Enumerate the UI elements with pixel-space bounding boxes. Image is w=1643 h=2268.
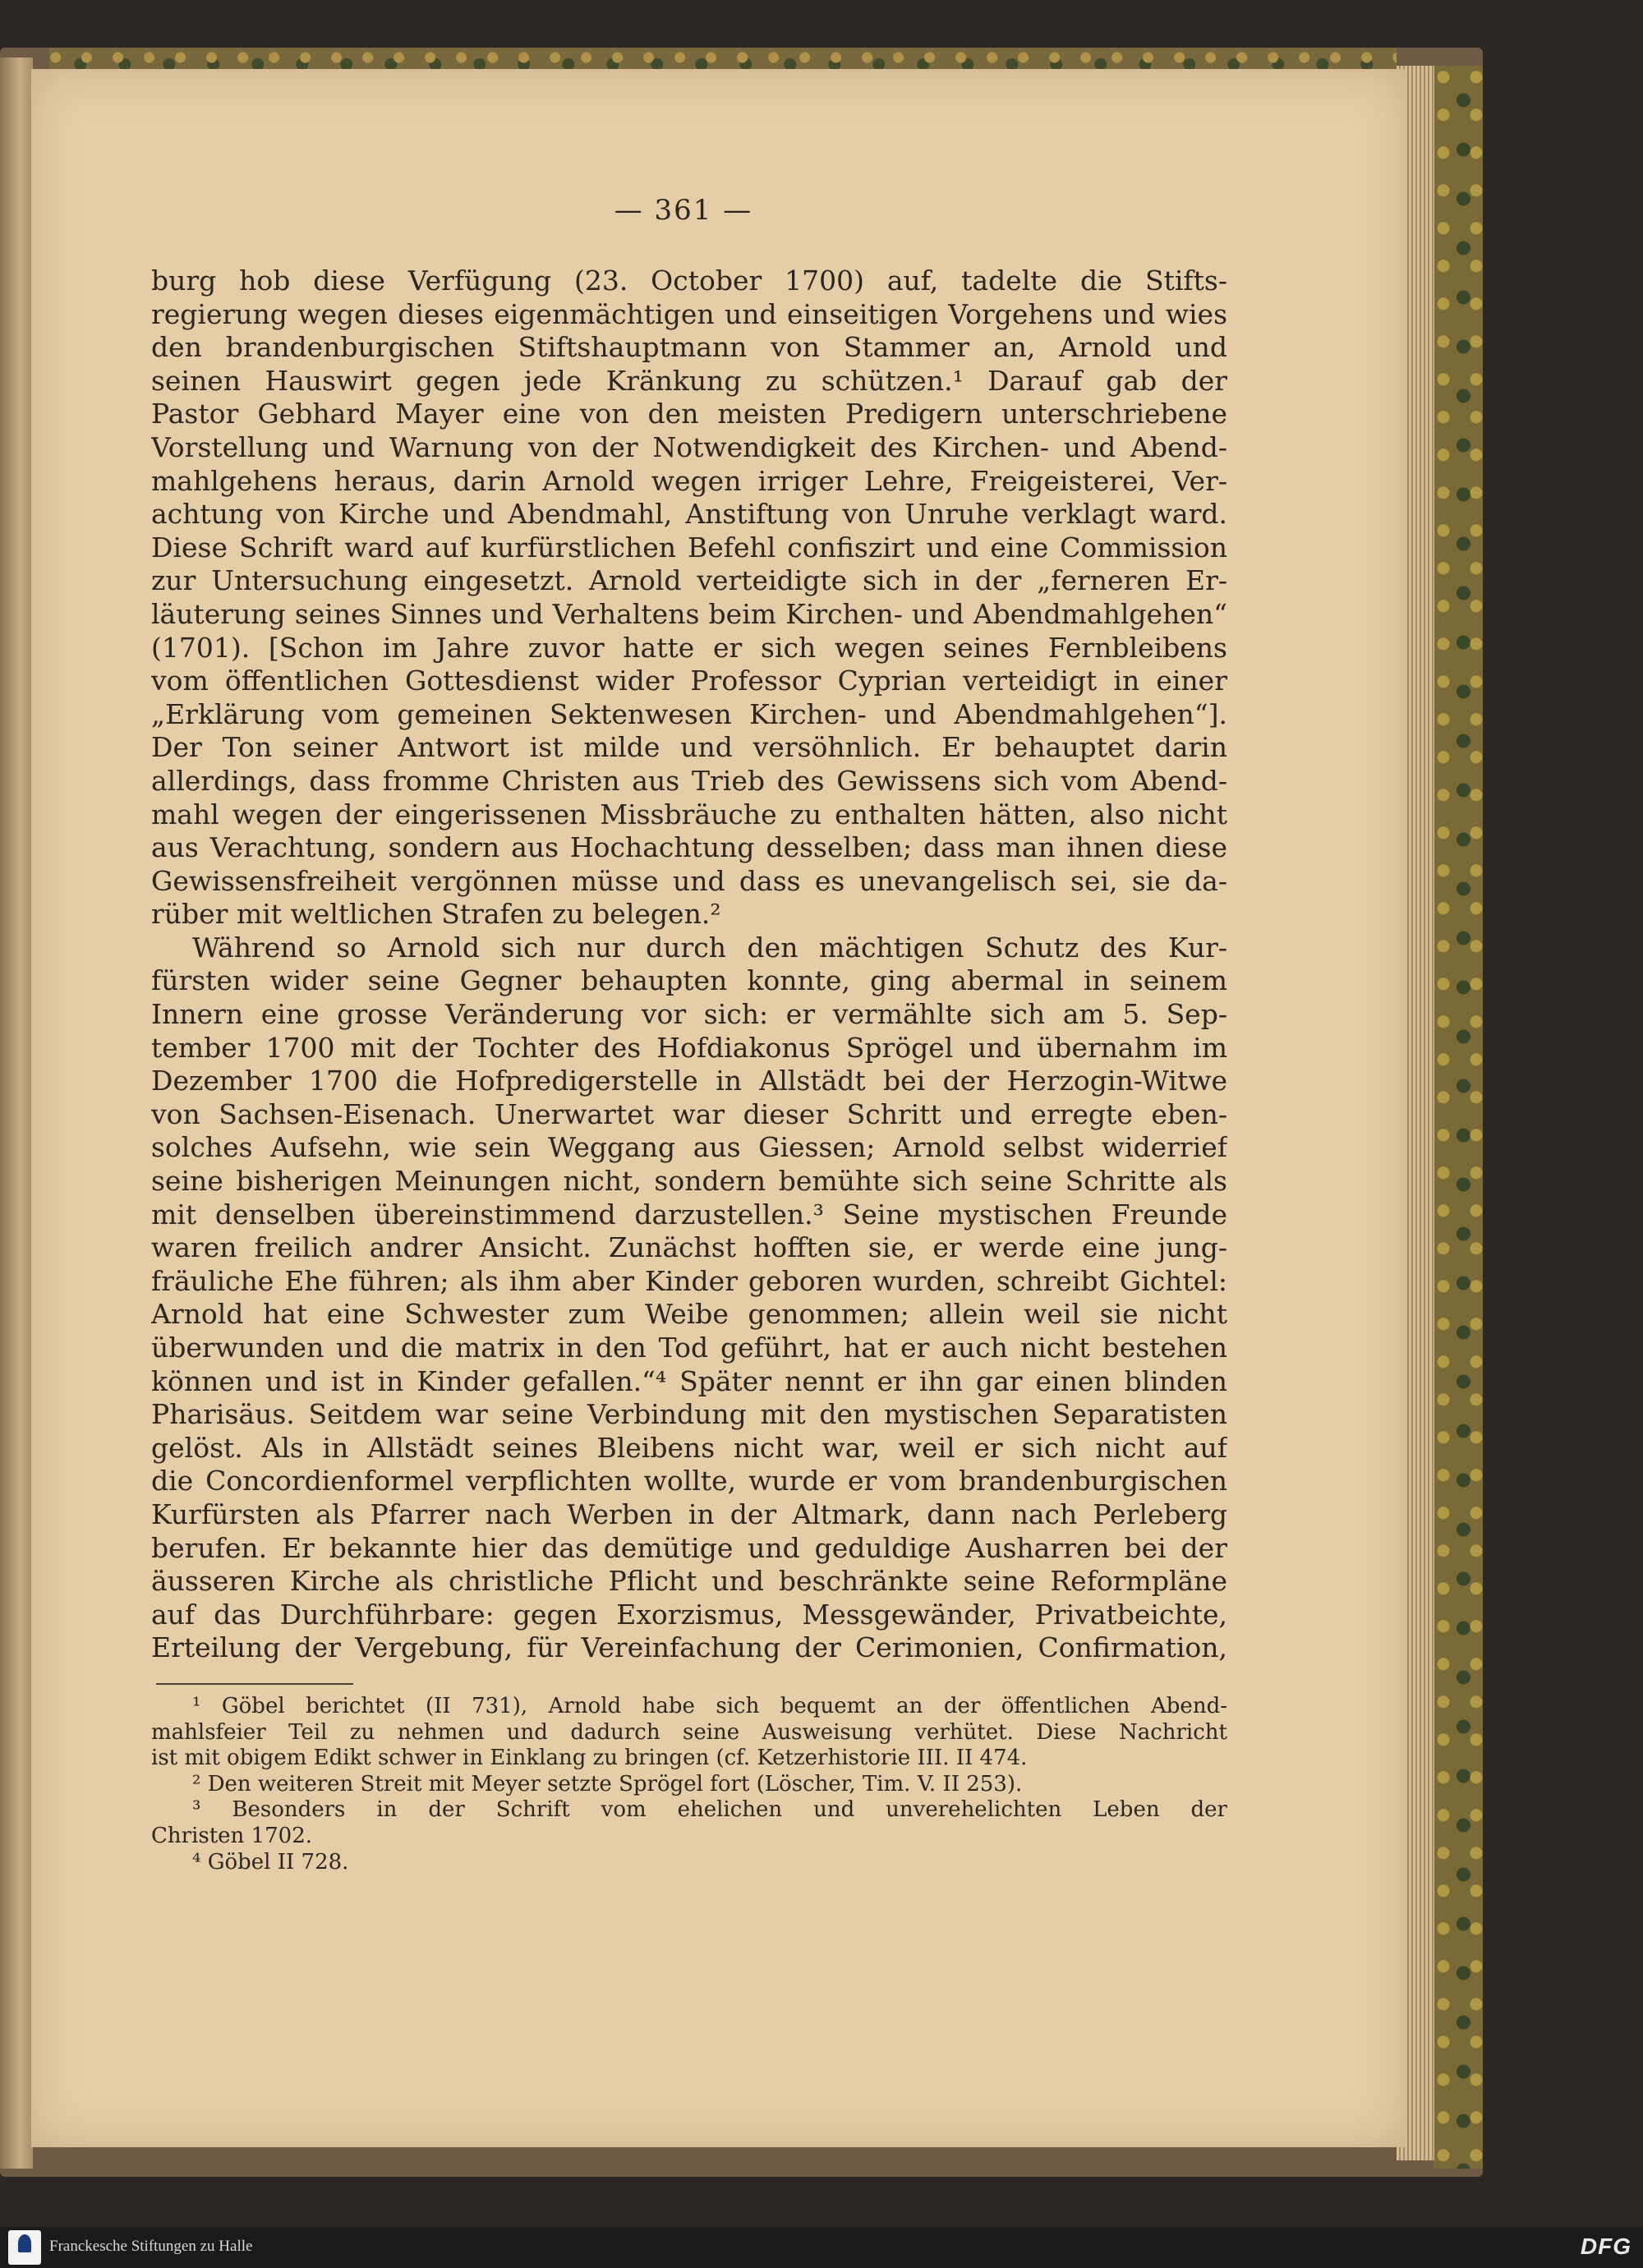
footnote-line: ⁴ Göbel II 728. — [192, 1849, 349, 1875]
footnote-line: mahlsfeier Teil zu nehmen und dadurch seine Ausweisung verhütet. Diese Nachricht — [151, 1719, 1227, 1745]
body-line: Kurfürsten als Pfarrer nach Werben in der Altmark, dann nach Perleberg — [151, 1497, 1227, 1530]
institution-label[interactable]: Franckesche Stiftungen zu Halle — [49, 2238, 253, 2255]
body-line: achtung von Kirche und Abendmahl, Anstiftung von Unruhe verklagt ward. — [151, 498, 1227, 531]
body-line: fürsten wider seine Gegner behaupten konnte, ging abermal in seinem — [151, 964, 1227, 997]
body-line: Pastor Gebhard Mayer eine von den meisten Predigern unterschriebene — [151, 398, 1227, 430]
body-line: rüber mit weltlichen Strafen zu belegen.² — [151, 898, 721, 931]
body-line: läuterung seines Sinnes und Verhaltens beim Kirchen- und Abendmahlgehen“ — [151, 597, 1227, 630]
body-text — [151, 265, 1227, 1665]
dfg-logo[interactable]: DFG — [1580, 2233, 1631, 2259]
body-line: tember 1700 mit der Tochter des Hofdiakonus Sprögel und übernahm im — [151, 1031, 1227, 1064]
body-line: vom öffentlichen Gottesdienst wider Professor Cyprian verteidigt in einer — [151, 665, 1227, 697]
body-line: „Erklärung vom gemeinen Sektenwesen Kirchen- und Abendmahlgehen“]. — [151, 697, 1227, 730]
body-line: burg hob diese Verfügung (23. October 1700) auf, tadelte die Stifts- — [151, 265, 1227, 297]
body-line: Gewissensfreiheit vergönnen müsse und dass es unevangelisch sei, sie da- — [151, 864, 1227, 897]
left-page-edge — [0, 58, 33, 2169]
body-line: Der Ton seiner Antwort ist milde und versöhnlich. Er behauptet darin — [151, 731, 1227, 764]
body-line: den brandenburgischen Stiftshauptmann von Stammer an, Arnold und — [151, 331, 1227, 364]
footnote-divider — [156, 1683, 353, 1685]
body-line: überwunden und die matrix in den Tod geführt, hat er auch nicht bestehen — [151, 1332, 1227, 1364]
footnote-line: ist mit obigem Edikt schwer in Einklang zu bringen (cf. Ketzerhistorie III. II 474. — [151, 1746, 1028, 1771]
footnote-line: ² Den weiteren Streit mit Meyer setzte Sprögel fort (Löscher, Tim. V. II 253). — [192, 1771, 1023, 1796]
body-line: mahl wegen der eingerissenen Missbräuche zu enthalten hätten, also nicht — [151, 798, 1227, 830]
body-line: mahlgehens heraus, darin Arnold wegen irriger Lehre, Freigeisterei, Ver- — [151, 464, 1227, 497]
body-line: Arnold hat eine Schwester zum Weibe genommen; allein weil sie nicht — [151, 1298, 1227, 1331]
body-line: seinen Hauswirt gegen jede Kränkung zu schützen.¹ Darauf gab der — [151, 364, 1227, 397]
body-line: auf das Durchführbare: gegen Exorzismus, Messgewänder, Privatbeichte, — [151, 1598, 1227, 1631]
body-line: seine bisherigen Meinungen nicht, sondern bemühte sich seine Schritte als — [151, 1165, 1227, 1198]
body-line: fräuliche Ehe führen; als ihm aber Kinder geboren wurden, schreibt Gichtel: — [151, 1264, 1227, 1297]
body-line: waren freilich andrer Ansicht. Zunächst hofften sie, er werde eine jung- — [151, 1231, 1227, 1264]
body-line: aus Verachtung, sondern aus Hochachtung desselben; dass man ihnen diese — [151, 831, 1227, 864]
page-number: — 361 — — [614, 194, 753, 227]
body-line: Erteilung der Vergebung, für Vereinfachung der Cerimonien, Confirmation, — [151, 1631, 1227, 1664]
body-line: Vorstellung und Warnung von der Notwendigkeit des Kirchen- und Abend- — [151, 430, 1227, 463]
body-line: (1701). [Schon im Jahre zuvor hatte er sich wegen seines Fernbleibens — [151, 631, 1227, 664]
body-line: gelöst. Als in Allstädt seines Bleibens nicht war, weil er sich nicht auf — [151, 1431, 1227, 1464]
body-line: können und ist in Kinder gefallen.“⁴ Später nennt er ihn gar einen blinden — [151, 1364, 1227, 1397]
footnote-line: ¹ Göbel berichtet (II 731), Arnold habe sich bequemt an der öffentlichen Abend- — [192, 1694, 1227, 1718]
body-line: Während so Arnold sich nur durch den mächtigen Schutz des Kur- — [192, 931, 1227, 964]
body-line: zur Untersuchung eingesetzt. Arnold verteidigte sich in der „ferneren Er- — [151, 564, 1227, 597]
marbled-cover-right — [1434, 66, 1483, 2169]
body-line: äusseren Kirche als christliche Pflicht und beschränkte seine Reformpläne — [151, 1565, 1227, 1598]
body-line: Dezember 1700 die Hofpredigerstelle in Allstädt bei der Herzogin-Witwe — [151, 1065, 1227, 1097]
body-line: Pharisäus. Seitdem war seine Verbindung mit den mystischen Separatisten — [151, 1398, 1227, 1431]
institution-emblem-icon — [18, 2234, 31, 2252]
body-line: mit denselben übereinstimmend darzustellen.³ Seine mystischen Freunde — [151, 1198, 1227, 1231]
footnote-line: Christen 1702. — [151, 1823, 313, 1848]
body-line: die Concordienformel verpflichten wollte, wurde er vom brandenburgischen — [151, 1465, 1227, 1497]
footnotes — [151, 1694, 1227, 1875]
body-line: von Sachsen-Eisenach. Unerwartet war dieser Schritt und erregte eben- — [151, 1097, 1227, 1130]
body-line: berufen. Er bekannte hier das demütige und geduldige Ausharren bei der — [151, 1531, 1227, 1564]
body-line: Diese Schrift ward auf kurfürstlichen Befehl confiszirt und eine Commission — [151, 531, 1227, 564]
body-line: Innern eine grosse Veränderung vor sich: er vermählte sich am 5. Sep- — [151, 998, 1227, 1031]
footnote-line: ³ Besonders in der Schrift vom ehelichen und unverehelichten Leben der — [192, 1797, 1227, 1823]
body-line: regierung wegen dieses eigenmächtigen und einseitigen Vorgehens und wies — [151, 297, 1227, 330]
body-line: allerdings, dass fromme Christen aus Trieb des Gewissens sich vom Abend- — [151, 764, 1227, 797]
body-line: solches Aufsehn, wie sein Weggang aus Giessen; Arnold selbst widerrief — [151, 1131, 1227, 1164]
